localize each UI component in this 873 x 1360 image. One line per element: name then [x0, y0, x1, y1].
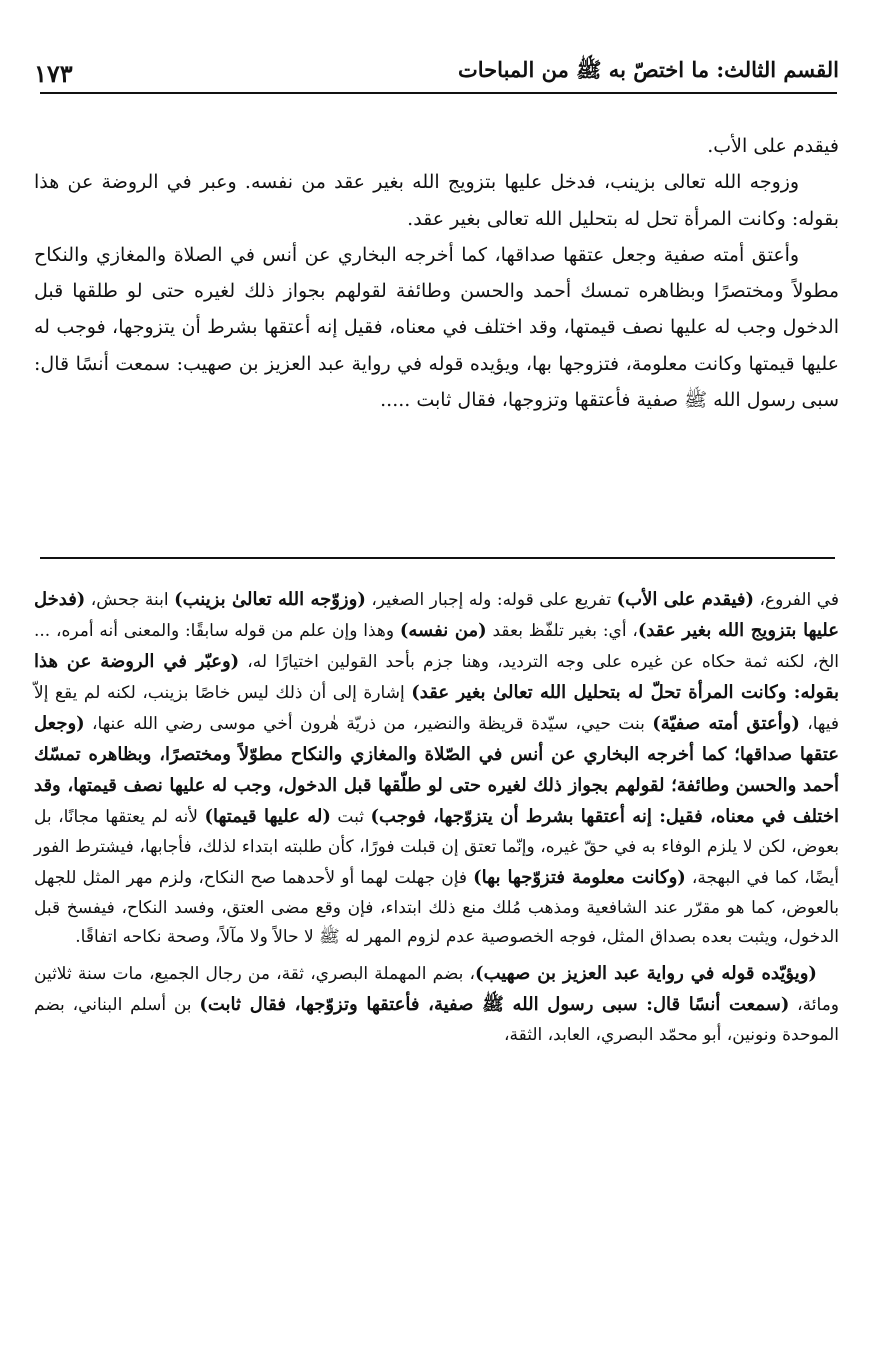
- commentary-text: بن أسلم البناني، بضم الموحدة ونونين، أبو محمّد البصري، العابد، الثقة،: [34, 995, 839, 1046]
- commentary-text: في الفروع،: [754, 590, 840, 610]
- commentary-text: ثبت: [330, 806, 371, 827]
- quoted-matn-text: (وزوّجه الله تعالىٰ بزينب): [174, 589, 366, 610]
- quoted-matn-text: (فدخل عليها بتزويج الله بغير عقد): [34, 589, 839, 641]
- quoted-matn-text: (وعبّر في الروضة عن هذا بقوله: وكانت المرأة تحلّ له بتحليل الله تعالىٰ بغير عقد): [34, 650, 839, 703]
- footnote-separator: [40, 557, 835, 559]
- commentary-text: بنت حيي، سيّدة قريظة والنضير، من ذريّة هٰرون أخي موسى رضي الله عنها،: [84, 713, 653, 734]
- running-header-title: القسم الثالث: ما اختصّ به ﷺ من المباحات: [458, 57, 839, 82]
- commentary-text: لأنه لم يعتقها مجانًا، بل بعوض، لكن لا يلزم الوفاء به في حقّ غيره، وإنّما تعتق إن قبلت فورًا، كأن طلبته ابتداء لذلك، فأجابها، فيشترط الفور أيضًا، كما في البهجة،: [34, 806, 839, 888]
- commentary-text: ، أي: بغير تلفّظ بعقد: [486, 620, 638, 641]
- quoted-matn-text: (فيقدم على الأب): [616, 589, 755, 610]
- main-paragraph-2: وزوجه الله تعالى بزينب، فدخل عليها بتزويج الله بغير عقد من نفسه. وعبر في الروضة عن هذا بقوله: وكانت المرأة تحل له بتحليل الله تعالى بغير عقد.: [34, 171, 839, 230]
- main-paragraph-3: وأعتق أمته صفية وجعل عتقها صداقها، كما أخرجه البخاري عن أنس في الصلاة والمغازي والنكاح مطولاً ومختصرًا وبظاهره تمسك أحمد والحسن وطائفة لقولهم بجواز ذلك لغيره حتى لو طلقها قبل الدخول وجب له عليها نصف قيمتها، وقد اختلف في معناه، فقيل إنه أعتقها بشرط أن يتزوجها، فوجب له عليها قيمتها وكانت معلومة، فتزوجها بها، ويؤيده قوله في رواية عبد العزيز بن صهيب: سمعت أنسًا قال: سبى رسول الله ﷺ صفية فأعتقها وتزوجها، فقال ثابت .....: [34, 243, 839, 412]
- commentary-text: وهذا وإن علم من قوله سابقًا: والمعنى أنه أمره، ... الخ، لكنه ثمة حكاه عن غيره على وجه الترديد، وهنا جزم بأحد القولين اختيارًا له،: [34, 620, 839, 672]
- commentary-text: ، بضم المهملة البصري، ثقة، من رجال الجميع، مات سنة ثلاثين ومائة،: [34, 964, 840, 1016]
- main-paragraph-1: فيقدم على الأب.: [707, 135, 839, 157]
- quoted-matn-text: (وأعتق أمته صفيّة): [652, 712, 800, 734]
- commentary-text: تفريع على قوله: وله إجبار الصغير،: [365, 590, 617, 610]
- commentary-text: ابنة جحش،: [85, 590, 175, 610]
- header-rule: [40, 92, 837, 94]
- commentary-text: إشارة إلى أن ذلك ليس خاصًا بزينب، لكنه لم يقع إلاّ فيها،: [34, 682, 839, 734]
- quoted-matn-text: (له عليها قيمتها): [204, 805, 331, 827]
- quoted-matn-text: (من نفسه): [399, 619, 487, 641]
- commentary-paragraph-2: [34, 959, 839, 1051]
- main-text: [34, 128, 839, 418]
- quoted-matn-text: (وكانت معلومة فتزوّجها بها): [473, 866, 686, 888]
- page-number: ١٧٣: [34, 59, 73, 88]
- quoted-matn-text: (وجعل عتقها صداقها؛ كما أخرجه البخاري عن أنس في الصّلاة والمغازي والنكاح مطوّلاً ومختصرًا، وبظاهره تمسّك أحمد والحسن وطائفة؛ لقولهم بجواز ذلك لغيره حتى لو طلّقها قبل الدخول، وجب له عليها نصف قيمتها، وقد اختلف في معناه، فقيل: إنه أعتقها بشرط أن يتزوّجها، فوجب): [34, 712, 839, 827]
- commentary-text: فإن جهلت لهما أو لأحدهما صح النكاح، ولزم مهر المثل للجهل بالعوض، كما هو مقرّر عند الشافعية ومذهب مُلك منع ذلك ابتداء، فإن وقع مضى العتق، وفسد النكاح، فيفسخ قبل الدخول، ويثبت بعده بصداق المثل، فوجه الخصوصية عدم لزوم المهر له ﷺ لا حالاً ولا مآلاً، وصحة نكاحه اتفاقًا.: [34, 867, 839, 948]
- commentary-paragraph-1: [34, 585, 839, 953]
- quoted-matn-text: (سمعت أنسًا قال: سبى رسول الله ﷺ صفية، فأعتقها وتزوّجها، فقال ثابت): [199, 994, 790, 1016]
- page-header: [34, 48, 839, 88]
- commentary: [34, 585, 839, 1051]
- quoted-matn-text: (ويؤيّده قوله في رواية عبد العزيز بن صهيب): [475, 963, 817, 985]
